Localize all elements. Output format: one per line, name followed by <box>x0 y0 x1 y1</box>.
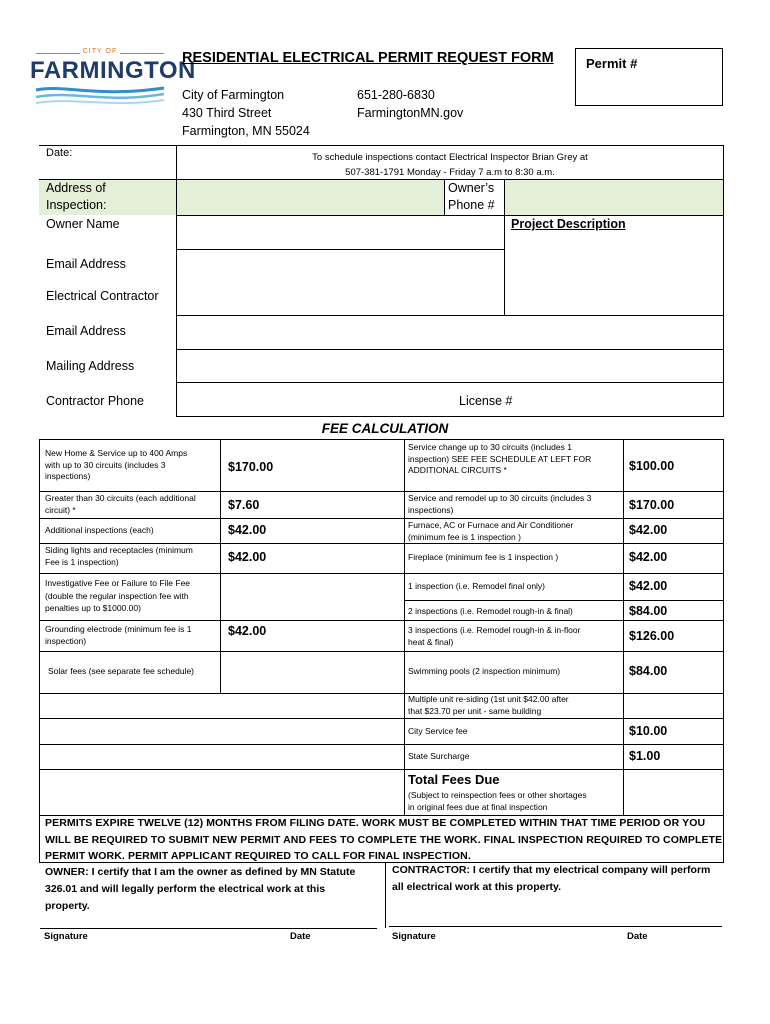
contractor-signature-label: Signature <box>392 931 436 942</box>
grid-line <box>444 179 445 215</box>
grid-line <box>176 249 505 250</box>
logo-line <box>120 53 164 54</box>
owner-phone-label <box>448 180 495 214</box>
grid-line <box>623 439 624 815</box>
city-name: City of Farmington <box>182 88 285 102</box>
fee-item-investigative <box>45 577 190 615</box>
cert-line: property. <box>45 900 90 912</box>
grid-line <box>504 179 505 316</box>
grid-line <box>39 573 404 574</box>
total-fees-note <box>408 790 587 813</box>
address-label <box>46 180 106 214</box>
logo-main-text: FARMINGTON <box>30 57 196 84</box>
grid-line <box>39 439 40 815</box>
fee-item-line: Furnace, AC or Furnace and Air Conditioner <box>408 520 574 530</box>
owner-signature-label: Signature <box>44 931 88 942</box>
fee-item-line: Service and remodel up to 30 circuits (includes 3 <box>408 493 592 503</box>
fee-item-line: ADDITIONAL CIRCUITS * <box>408 465 507 475</box>
fee-item-line: with up to 30 circuits (includes 3 <box>45 459 166 470</box>
fee-value: $84.00 <box>629 604 668 618</box>
contact-block <box>357 86 463 122</box>
total-fees-input[interactable] <box>624 770 723 815</box>
notice-line: PERMIT WORK. PERMIT APPLICANT REQUIRED TO CALL FOR FINAL INSPECTION. <box>45 850 471 862</box>
fee-item-multi-unit-siding <box>408 694 569 717</box>
grid-line <box>39 491 404 492</box>
expiration-notice <box>45 815 722 865</box>
fee-item-line: Fireplace (minimum fee is 1 inspection ) <box>408 552 559 562</box>
grid-line <box>39 439 724 440</box>
fee-value: $42.00 <box>228 523 267 537</box>
contractor-date-label: Date <box>627 931 648 942</box>
email-label: Email Address <box>46 257 126 271</box>
owner-phone-line: Phone # <box>448 198 495 212</box>
fee-item-3-inspections <box>408 625 580 648</box>
fee-item-furnace <box>408 520 573 543</box>
fee-value: $42.00 <box>228 550 267 564</box>
address-block <box>182 86 310 140</box>
total-fees-label: Total Fees Due <box>408 772 500 787</box>
fee-item-additional-inspections <box>45 525 154 537</box>
electrical-contractor-label: Electrical Contractor <box>46 289 159 303</box>
grid-line <box>39 744 404 745</box>
permit-label: Permit # <box>586 56 638 71</box>
fee-item-line: Siding lights and receptacles (minimum <box>45 545 193 555</box>
owner-name-label: Owner Name <box>46 217 120 231</box>
grid-line <box>404 439 405 815</box>
grid-line <box>404 620 724 621</box>
grid-line <box>404 518 724 519</box>
address-label-line: Address of <box>46 181 106 195</box>
total-note-line: in original fees due at final inspection <box>408 801 548 812</box>
fee-item-grounding <box>45 624 191 647</box>
grid-line <box>404 718 724 719</box>
grid-line <box>39 815 40 862</box>
city-logo <box>30 48 196 108</box>
cert-line: OWNER: I certify that I am the owner as defined by MN Statute <box>45 866 356 878</box>
fee-item-extra-circuits <box>45 493 196 516</box>
grid-line <box>39 620 404 621</box>
fee-item-line: inspections) <box>408 504 454 515</box>
fee-value: $1.00 <box>629 749 661 763</box>
cert-line: 326.01 and will legally perform the electrical work at this <box>45 883 326 895</box>
fee-item-line: heat & final) <box>408 636 454 647</box>
fee-item-line: Swimming pools (2 inspection minimum) <box>408 666 561 676</box>
fee-item-line: 3 inspections (i.e. Remodel rough-in & in-floor <box>408 625 581 635</box>
fee-item-line: 2 inspections (i.e. Remodel rough-in & final) <box>408 606 573 616</box>
signature-line <box>389 926 722 927</box>
grid-line <box>220 439 221 693</box>
cert-line: CONTRACTOR: I certify that my electrical company will perform <box>392 864 711 876</box>
fee-item-siding-lights <box>45 545 193 568</box>
contractor-phone-label: Contractor Phone <box>46 394 144 408</box>
owner-date-label: Date <box>290 931 311 942</box>
grid-line <box>39 718 404 719</box>
fee-item-line: Multiple unit re-siding (1st unit $42.00 after <box>408 694 569 704</box>
fee-item-state-surcharge <box>408 751 469 763</box>
fee-item-line: Additional inspections (each) <box>45 525 154 535</box>
fee-item-1-inspection <box>408 581 545 593</box>
grid-line <box>404 543 724 544</box>
contractor-email-label: Email Address <box>46 324 126 338</box>
fee-item-line: New Home & Service up to 400 Amps <box>45 448 188 458</box>
owner-name-input[interactable] <box>177 216 504 249</box>
city-state-zip: Farmington, MN 55024 <box>182 124 310 138</box>
grid-line <box>723 815 724 862</box>
owner-phone-line: Owner’s <box>448 181 495 195</box>
contractor-certification <box>392 862 710 896</box>
fee-item-line: Service change up to 30 circuits (includes 1 <box>408 442 572 452</box>
license-label: License # <box>459 394 513 408</box>
grid-line <box>176 382 724 383</box>
grid-line <box>385 862 386 928</box>
fee-value: $170.00 <box>228 460 274 474</box>
fee-item-line: Greater than 30 circuits (each additional <box>45 493 196 503</box>
phone-number: 651-280-6830 <box>357 88 435 102</box>
fee-item-line: State Surcharge <box>408 751 470 761</box>
fee-item-2-inspections <box>408 606 573 618</box>
logo-wave-graphic <box>34 84 166 108</box>
grid-line <box>39 693 404 694</box>
fee-value: $42.00 <box>629 523 668 537</box>
fee-item-city-service <box>408 726 468 738</box>
fee-item-line: (double the regular inspection fee with <box>45 590 189 601</box>
fee-item-solar <box>48 666 194 678</box>
fee-item-line: Fee is 1 inspection) <box>45 556 119 567</box>
fee-item-new-home <box>45 448 187 483</box>
grid-line <box>404 491 724 492</box>
grid-line <box>176 349 724 350</box>
grid-line <box>39 543 404 544</box>
permit-number-box[interactable] <box>575 48 723 106</box>
fee-value: $100.00 <box>629 459 675 473</box>
fee-calculation-heading: FEE CALCULATION <box>321 421 449 436</box>
grid-line <box>176 416 724 417</box>
fee-item-fireplace <box>408 552 558 564</box>
fee-value: $7.60 <box>228 498 260 512</box>
grid-line <box>404 744 724 745</box>
website: FarmingtonMN.gov <box>357 106 464 120</box>
fee-item-line: inspections) <box>45 471 91 481</box>
grid-line <box>404 651 724 652</box>
cert-line: all electrical work at this property. <box>392 881 562 893</box>
fee-value: $42.00 <box>228 624 267 638</box>
schedule-line: 507-381-1791 Monday - Friday 7 a.m to 8:30 a.m. <box>345 167 555 178</box>
grid-line <box>39 769 404 770</box>
fee-item-line: 1 inspection (i.e. Remodel final only) <box>408 581 546 591</box>
owner-phone-input[interactable] <box>504 179 724 215</box>
signature-line <box>40 928 377 929</box>
fee-item-line: City Service fee <box>408 726 468 736</box>
fee-item-service-remodel <box>408 493 591 516</box>
fee-value: $126.00 <box>629 629 675 643</box>
grid-line <box>723 439 724 815</box>
address-input[interactable] <box>176 179 444 215</box>
owner-certification <box>45 864 355 915</box>
fee-value: $10.00 <box>629 724 668 738</box>
fee-item-line: penalties up to $1000.00) <box>45 603 141 613</box>
schedule-info <box>176 150 724 180</box>
notice-line: PERMITS EXPIRE TWELVE (12) MONTHS FROM FILING DATE. WORK MUST BE COMPLETED WITHIN THAT TIME PERIOD OR YOU <box>45 817 706 829</box>
fee-item-line: that $23.70 per unit - same building <box>408 705 542 716</box>
schedule-line: To schedule inspections contact Electrical Inspector Brian Grey at <box>312 152 588 163</box>
fee-item-line: circuit) * <box>45 504 76 515</box>
fee-value: $84.00 <box>629 664 668 678</box>
fee-value: $42.00 <box>629 579 668 593</box>
fee-value: $170.00 <box>629 498 675 512</box>
address-label-line: Inspection: <box>46 198 107 212</box>
fee-value: $42.00 <box>629 550 668 564</box>
form-title: RESIDENTIAL ELECTRICAL PERMIT REQUEST FORM <box>182 50 554 66</box>
grid-line <box>39 651 404 652</box>
grid-line <box>176 315 724 316</box>
grid-line <box>39 145 724 146</box>
fee-item-line: inspection) <box>45 635 87 646</box>
logo-small-text: CITY OF <box>82 48 118 55</box>
owner-signature-field[interactable] <box>40 915 380 929</box>
mailing-address-label: Mailing Address <box>46 359 135 373</box>
total-note-line: (Subject to reinspection fees or other shortages <box>408 790 587 800</box>
grid-line <box>404 600 724 601</box>
notice-line: WILL BE REQUIRED TO SUBMIT NEW PERMIT AND FEES TO COMPLETE THE WORK. FINAL INSPECTION REQUIRED TO COMPLETE <box>45 833 723 846</box>
grid-line <box>39 518 404 519</box>
fee-item-line: inspection) SEE FEE SCHEDULE AT LEFT FOR <box>408 453 592 464</box>
street-address: 430 Third Street <box>182 106 272 120</box>
date-label: Date: <box>46 147 73 159</box>
fee-item-line: Investigative Fee or Failure to File Fee <box>45 578 191 588</box>
grid-line <box>723 145 724 417</box>
grid-line <box>404 573 724 574</box>
fee-item-line: (minimum fee is 1 inspection ) <box>408 531 521 542</box>
project-description-label: Project Description <box>511 217 626 231</box>
fee-item-line: Solar fees (see separate fee schedule) <box>48 666 195 676</box>
fee-item-service-change <box>408 442 591 477</box>
grid-line <box>176 145 177 417</box>
fee-item-line: Grounding electrode (minimum fee is 1 <box>45 624 192 634</box>
fee-item-swimming-pools <box>408 666 560 678</box>
